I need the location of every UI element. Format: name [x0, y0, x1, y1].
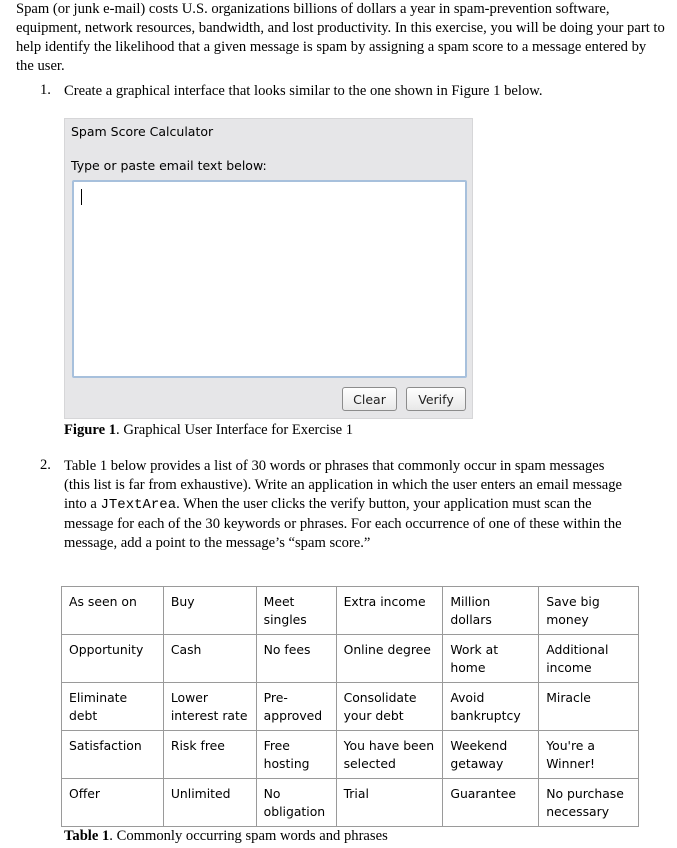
table-cell: Risk free	[163, 731, 256, 779]
table-cell: You have been selected	[336, 731, 443, 779]
table-cell: As seen on	[62, 587, 164, 635]
table-caption-label: Table 1	[64, 828, 110, 844]
table-cell: Buy	[163, 587, 256, 635]
item-2-number: 2.	[40, 457, 51, 473]
item-1-text: Create a graphical interface that looks similar to the one shown in Figure 1 below.	[64, 83, 543, 99]
figure-spam-calculator	[64, 118, 473, 419]
item-2-code: JTextArea	[100, 497, 177, 513]
table-cell: No obligation	[256, 779, 336, 827]
table-cell: Extra income	[336, 587, 443, 635]
table-cell: Weekend getaway	[443, 731, 539, 779]
textarea-prompt-label: Type or paste email text below:	[71, 158, 267, 173]
item-2-text-before: Table 1 below provides a list of 30 words or phrases that commonly occur in spam messages (this list is far from exhaustive). Write an application in which the user enters an email message into a	[64, 458, 622, 512]
table-cell: Unlimited	[163, 779, 256, 827]
table-cell: Avoid bankruptcy	[443, 683, 539, 731]
table-cell: Save big money	[539, 587, 639, 635]
table-cell: Eliminate debt	[62, 683, 164, 731]
table-cell: Trial	[336, 779, 443, 827]
table-cell: Guarantee	[443, 779, 539, 827]
table-cell: Million dollars	[443, 587, 539, 635]
table-cell: Offer	[62, 779, 164, 827]
table-caption-text: . Commonly occurring spam words and phrases	[109, 828, 388, 844]
table-cell: Lower interest rate	[163, 683, 256, 731]
window-title: Spam Score Calculator	[71, 124, 214, 139]
table-row	[62, 683, 639, 731]
table-cell: You're a Winner!	[539, 731, 639, 779]
table-row	[62, 587, 639, 635]
figure-caption	[64, 421, 353, 440]
table-cell: Free hosting	[256, 731, 336, 779]
table-cell: Meet singles	[256, 587, 336, 635]
table-cell: Pre-approved	[256, 683, 336, 731]
verify-button[interactable]: Verify	[406, 387, 466, 411]
table-cell: Satisfaction	[62, 731, 164, 779]
figure-caption-text: . Graphical User Interface for Exercise 1	[116, 422, 354, 438]
table-cell: Work at home	[443, 635, 539, 683]
clear-button[interactable]: Clear	[342, 387, 397, 411]
table-cell: Cash	[163, 635, 256, 683]
table-cell: No fees	[256, 635, 336, 683]
item-2-text-after: . When the user clicks the verify button, your application must scan the message for each of the 30 keywords or phrases. For each occurrence of one of these within the message, add a point to the message’s “spam score.”	[64, 496, 622, 551]
text-caret	[81, 189, 82, 205]
table-cell: Opportunity	[62, 635, 164, 683]
intro-paragraph: Spam (or junk e-mail) costs U.S. organizations billions of dollars a year in spam-prevention software, equipment, network resources, bandwidth, and lost productivity. In this exercise, you will be doing your part to help identify the likelihood that a given message is spam by assigning a spam score to a message entered by the user.	[16, 1, 665, 74]
table-cell: Consolidate your debt	[336, 683, 443, 731]
table-row	[62, 731, 639, 779]
item-2-text	[64, 457, 634, 553]
table-cell: Online degree	[336, 635, 443, 683]
table-cell: Additional income	[539, 635, 639, 683]
table-cell: No purchase necessary	[539, 779, 639, 827]
item-1-number: 1.	[40, 82, 51, 98]
email-text-area[interactable]	[72, 180, 467, 378]
table-caption	[64, 827, 388, 846]
table-cell: Miracle	[539, 683, 639, 731]
spam-words-table	[61, 586, 639, 827]
figure-caption-label: Figure 1	[64, 422, 117, 438]
table-row	[62, 779, 639, 827]
table-row	[62, 635, 639, 683]
